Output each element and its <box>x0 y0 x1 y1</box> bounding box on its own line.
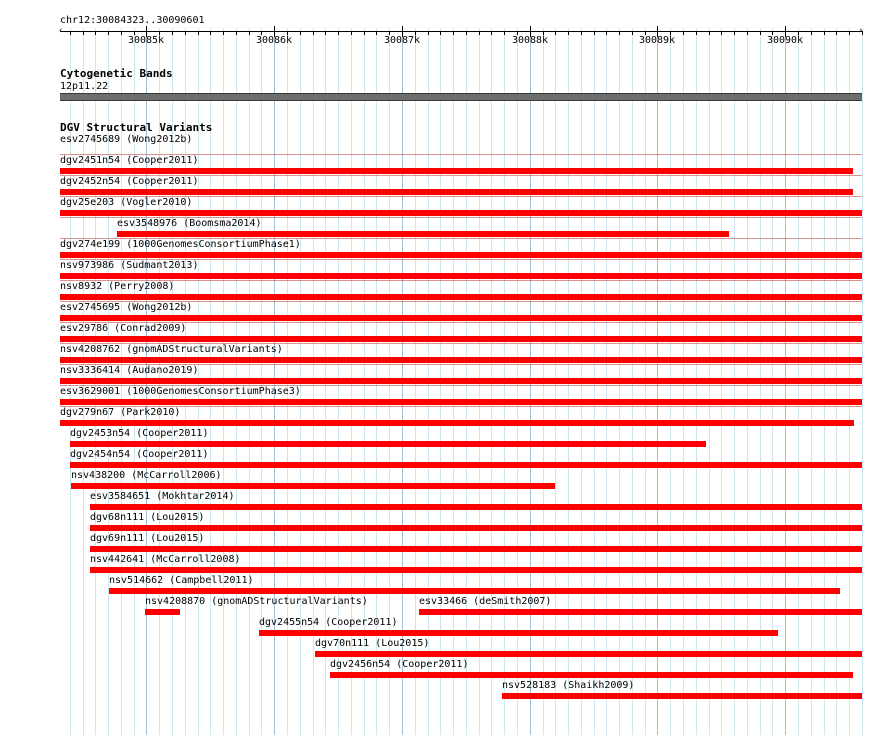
ruler-minor-tick <box>121 31 122 35</box>
variant-bar[interactable] <box>259 630 778 636</box>
variant-label[interactable]: dgv2453n54 (Cooper2011) <box>70 428 209 439</box>
ruler-minor-tick <box>313 31 314 35</box>
ruler-minor-tick <box>734 31 735 35</box>
ruler-minor-tick <box>581 31 582 35</box>
ruler-minor-tick <box>747 31 748 35</box>
ruler-minor-tick <box>428 31 429 35</box>
ruler-minor-tick <box>606 31 607 35</box>
ruler-tick-label: 30086k <box>255 35 293 46</box>
variant-label[interactable]: dgv2451n54 (Cooper2011) <box>60 155 199 166</box>
variant-label[interactable]: nsv4208870 (gnomADStructuralVariants) <box>145 596 368 607</box>
ruler-minor-tick <box>491 31 492 35</box>
variant-label[interactable]: esv33466 (deSmith2007) <box>419 596 552 607</box>
ruler-minor-tick <box>568 31 569 35</box>
ruler-tick-label: 30087k <box>383 35 421 46</box>
row-separator <box>60 280 862 281</box>
ruler-minor-tick <box>594 31 595 35</box>
variant-label[interactable]: dgv68n111 (Lou2015) <box>90 512 205 523</box>
variant-label[interactable]: esv3629001 (1000GenomesConsortiumPhase3) <box>60 386 301 397</box>
ruler-minor-tick <box>440 31 441 35</box>
variant-bar[interactable] <box>90 567 862 573</box>
ruler-minor-tick <box>619 31 620 35</box>
variant-bar[interactable] <box>60 168 853 174</box>
variant-label[interactable]: esv2745695 (Wong2012b) <box>60 302 193 313</box>
ruler-tick-label: 30089k <box>638 35 676 46</box>
ruler-minor-tick <box>172 31 173 35</box>
variant-label[interactable]: dgv274e199 (1000GenomesConsortiumPhase1) <box>60 239 301 250</box>
ruler-right-arrow-icon: › <box>858 26 864 36</box>
ruler-minor-tick <box>504 31 505 35</box>
dgv-track-title: DGV Structural Variants <box>60 121 213 134</box>
variant-bar[interactable] <box>60 210 862 216</box>
variant-label[interactable]: esv2745689 (Wong2012b) <box>60 134 193 145</box>
ruler-minor-tick <box>249 31 250 35</box>
ruler-minor-tick <box>824 31 825 35</box>
variant-bar[interactable] <box>502 693 862 699</box>
ruler-left-arrow-icon: ‹ <box>58 26 64 36</box>
ruler-axis <box>60 31 862 32</box>
ruler-minor-tick <box>364 31 365 35</box>
variant-label[interactable]: nsv3336414 (Audano2019) <box>60 365 199 376</box>
variant-label[interactable]: dgv25e203 (Vogler2010) <box>60 197 193 208</box>
variant-label[interactable]: nsv528183 (Shaikh2009) <box>502 680 635 691</box>
variant-bar[interactable] <box>60 420 854 426</box>
variant-bar[interactable] <box>90 546 862 552</box>
variant-bar[interactable] <box>90 504 862 510</box>
variant-bar[interactable] <box>60 294 862 300</box>
variant-bar[interactable] <box>419 609 862 615</box>
ruler-minor-tick <box>300 31 301 35</box>
variant-bar[interactable] <box>60 273 862 279</box>
ruler-tick-label: 30088k <box>511 35 549 46</box>
ruler-minor-tick <box>849 31 850 35</box>
variant-bar[interactable] <box>60 336 862 342</box>
variant-label[interactable]: dgv70n111 (Lou2015) <box>315 638 430 649</box>
ruler-minor-tick <box>210 31 211 35</box>
ruler-minor-tick <box>185 31 186 35</box>
variant-bar[interactable] <box>71 483 555 489</box>
variant-bar[interactable] <box>60 357 862 363</box>
variant-label[interactable]: nsv514662 (Campbell2011) <box>109 575 254 586</box>
ruler-minor-tick <box>325 31 326 35</box>
variant-label[interactable]: esv3584651 (Mokhtar2014) <box>90 491 235 502</box>
variant-label[interactable]: dgv279n67 (Park2010) <box>60 407 181 418</box>
ruler-minor-tick <box>760 31 761 35</box>
variant-bar[interactable] <box>60 378 862 384</box>
variant-bar[interactable] <box>60 189 853 195</box>
variant-label[interactable]: nsv4208762 (gnomADStructuralVariants) <box>60 344 283 355</box>
variant-bar[interactable] <box>90 525 862 531</box>
location-label: chr12:30084323..30090601 <box>60 15 205 26</box>
cytoband-track-title: Cytogenetic Bands <box>60 67 173 80</box>
ruler-minor-tick <box>696 31 697 35</box>
variant-label[interactable]: esv29786 (Conrad2009) <box>60 323 187 334</box>
ruler-minor-tick <box>108 31 109 35</box>
variant-label[interactable]: nsv438200 (McCarroll2006) <box>71 470 222 481</box>
variant-label[interactable]: nsv442641 (McCarroll2008) <box>90 554 241 565</box>
ruler-minor-tick <box>236 31 237 35</box>
variant-label[interactable]: dgv2454n54 (Cooper2011) <box>70 449 209 460</box>
variant-label[interactable]: esv3548976 (Boomsma2014) <box>117 218 262 229</box>
ruler-minor-tick <box>198 31 199 35</box>
ruler-minor-tick <box>836 31 837 35</box>
cytoband-bar[interactable] <box>60 93 862 101</box>
variant-bar[interactable] <box>70 462 862 468</box>
variant-label[interactable]: dgv69n111 (Lou2015) <box>90 533 205 544</box>
variant-label[interactable]: dgv2456n54 (Cooper2011) <box>330 659 469 670</box>
ruler-minor-tick <box>811 31 812 35</box>
ruler-minor-tick <box>721 31 722 35</box>
variant-bar[interactable] <box>60 315 862 321</box>
ruler-minor-tick <box>709 31 710 35</box>
variant-bar[interactable] <box>145 609 180 615</box>
ruler-minor-tick <box>466 31 467 35</box>
ruler-minor-tick <box>555 31 556 35</box>
ruler-tick-label: 30085k <box>127 35 165 46</box>
variant-bar[interactable] <box>60 399 862 405</box>
variant-bar[interactable] <box>117 231 729 237</box>
ruler-minor-tick <box>338 31 339 35</box>
variant-label[interactable]: nsv8932 (Perry2008) <box>60 281 175 292</box>
ruler-minor-tick <box>223 31 224 35</box>
ruler-tick-label: 30090k <box>766 35 804 46</box>
ruler-minor-tick <box>95 31 96 35</box>
ruler-minor-tick <box>70 31 71 35</box>
ruler-minor-tick <box>479 31 480 35</box>
variant-bar[interactable] <box>109 588 840 594</box>
variant-bar[interactable] <box>330 672 853 678</box>
variant-label[interactable]: nsv973986 (Sudmant2013) <box>60 260 199 271</box>
cytoband-label[interactable]: 12p11.22 <box>60 81 109 92</box>
ruler-minor-tick <box>632 31 633 35</box>
variant-bar[interactable] <box>315 651 862 657</box>
ruler-minor-tick <box>376 31 377 35</box>
ruler-minor-tick <box>83 31 84 35</box>
variant-label[interactable]: dgv2452n54 (Cooper2011) <box>60 176 199 187</box>
ruler-minor-tick <box>351 31 352 35</box>
ruler-minor-tick <box>683 31 684 35</box>
variant-bar[interactable] <box>70 441 706 447</box>
variant-label[interactable]: dgv2455n54 (Cooper2011) <box>259 617 398 628</box>
ruler-minor-tick <box>453 31 454 35</box>
variant-bar[interactable] <box>60 252 862 258</box>
